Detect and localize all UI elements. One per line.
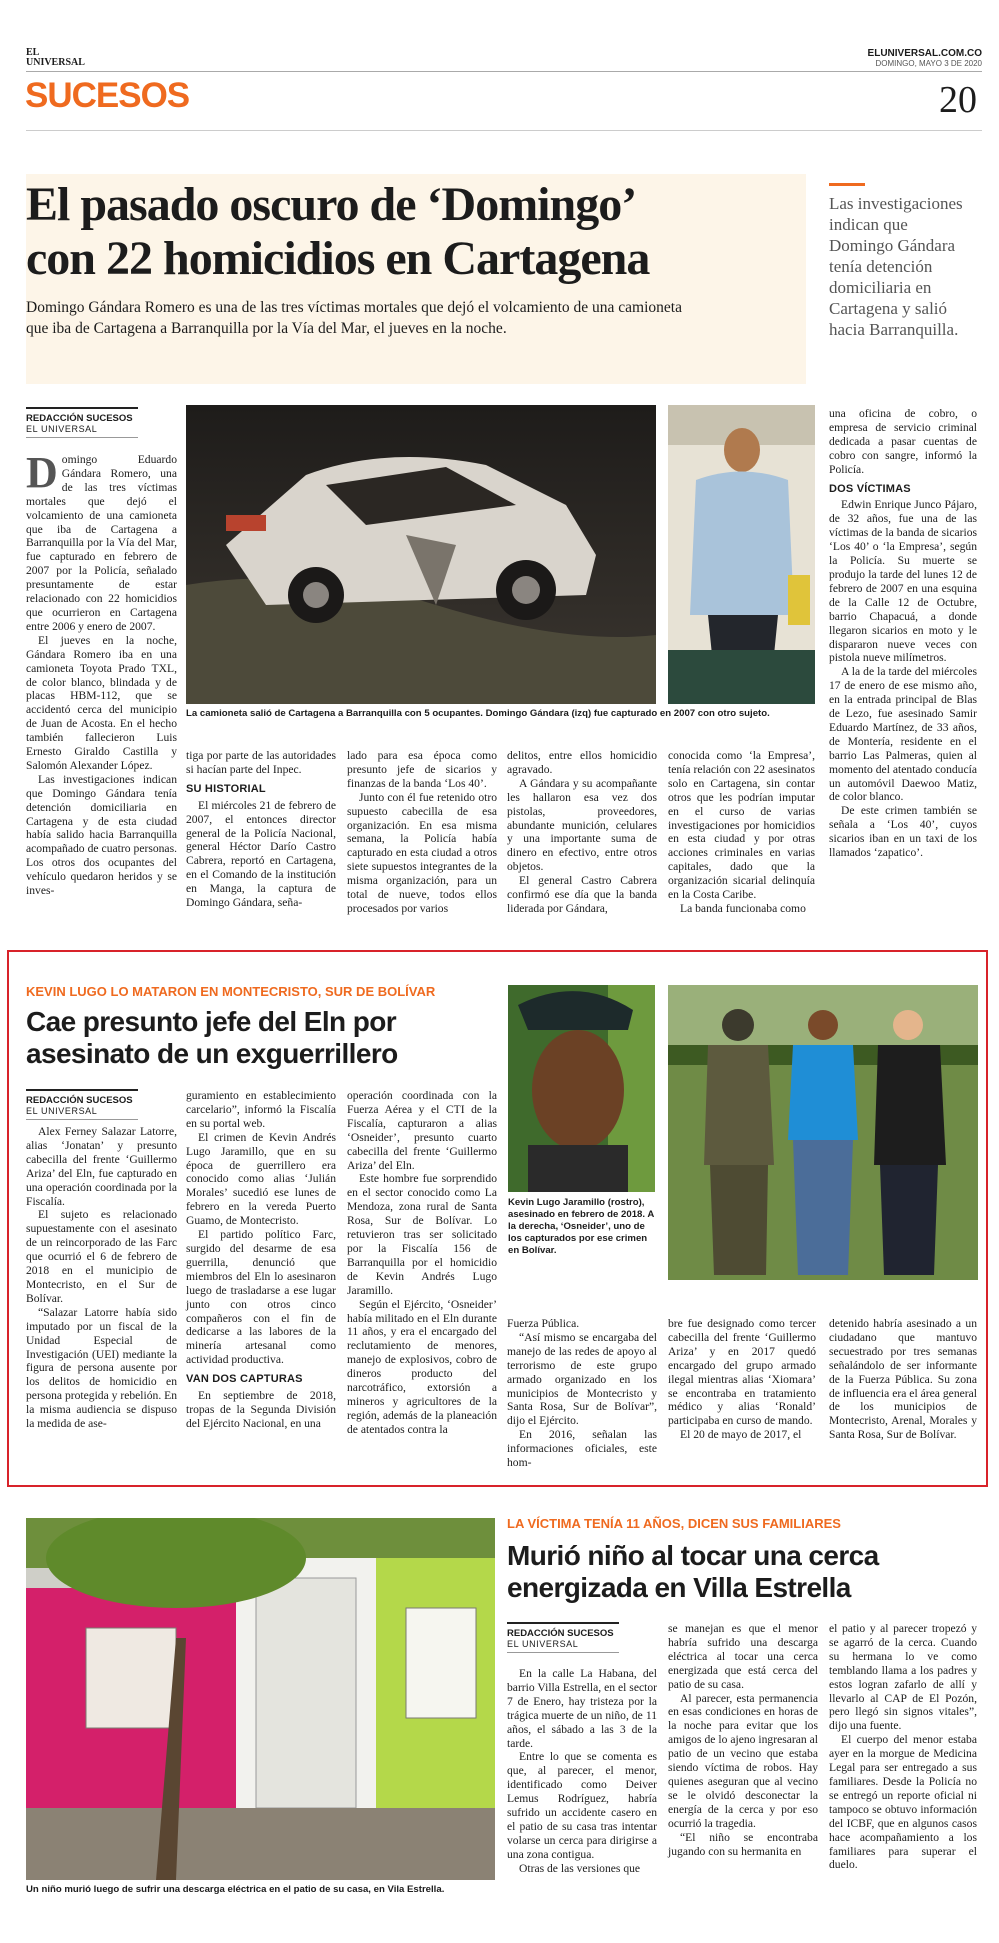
page-number: 20 [939, 79, 977, 121]
paragraph: El miércoles 21 de febrero de 2007, el entonces director general de la Policía Nacional, general Héctor Darío Castro Cabrera, reportó en Cartagena, en el Comando de la institución en Manga, la captura de Domingo Gándara, seña- [186, 798, 336, 910]
story1-col4 [507, 749, 657, 916]
story2-byline [26, 1089, 138, 1120]
story1-col5 [668, 749, 815, 916]
house-image [26, 1518, 495, 1880]
story2-col1 [26, 1125, 177, 1431]
story3-photo-house [26, 1518, 495, 1880]
masthead-logo [26, 48, 85, 68]
paragraph: El partido político Farc, surgido del desarme de esa guerrilla, denunció que miembros del Eln lo asesinaron luego de trasladarse a ese lugar junto con otros cinco compañeros con el fin de dedicarse a las labores de la minería artesanal como actividad productiva. [186, 1228, 336, 1367]
paragraph: Entre lo que se comenta es que, al parecer, el menor, identificado como Deiver Lemus Rodríguez, habría sufrido un accidente casero en el patio de su casa tras intentar volarse un cerca para dirigirse a una zona contigua. [507, 1750, 657, 1861]
paragraph: “El niño se encontraba jugando con su hermanita en [668, 1830, 818, 1858]
paragraph: A la de la tarde del miércoles 17 de enero de ese mismo año, en la entrada principal de Blas de Lezo, fue asesinado Samir Eduardo Martínez, de 33 años, de Montería, residente en el barrio Las Palmeras, quien al momento del atentado conducía un automóvil Daewoo Matiz, de color blanco. [829, 665, 977, 804]
section-name: SUCESOS [25, 76, 190, 115]
story3-headline [507, 1540, 977, 1604]
paragraph: De este crimen también se señala a ‘Los 40’, cuyos sicarios iban en un taxi de los llamados ‘zapatico’. [829, 804, 977, 860]
story1-photo-caption: La camioneta salió de Cartagena a Barranquilla con 5 ocupantes. Domingo Gándara (izq) fue capturado en 2007 con otro sujeto. [186, 708, 770, 719]
paragraph: delitos, entre ellos homicidio agravado. [507, 749, 657, 776]
paragraph: A Gándara y su acompañante les hallaron esa vez dos pistolas, proveedores, abundante munición, celulares y una importante suma de dinero en efectivo, entre otros objetos. [507, 776, 657, 874]
paragraph: Junto con él fue retenido otro supuesto cabecilla de esa organización. En esa misma semana, la Policía había capturado en esta ciudad a otros siete supuestos integrantes de la misma organización, para un total de nueve, todos ellos procesados por varios [347, 790, 497, 915]
paragraph: Las investigaciones indican que Domingo Gándara tenía detención domiciliaria en Cartagena y de esta ciudad había salido hacia Barranquilla acompañado de cuatro personas. Los otros dos ocupantes del vehículo quedaron heridos y se inves- [26, 772, 177, 898]
paragraph: detenido habría asesinado a un ciudadano que mantuvo secuestrado por tres semanas señalándolo de ser informante de la Fuerza Pública. Su zona de influencia era el área general de los municipios de Montecristo, Arenal, Morales y Santa Rosa, Sur de Bolívar. [829, 1317, 977, 1442]
paragraph: Al parecer, esta permanencia en esas condiciones en horas de la noche para evitar que los amigos de lo ajeno ingresaran al patio de un vecino que estaba siendo víctima de robos. Hay quienes aseguran que al vecino se le olvidó desconectar la energía de la cerca y por eso ocurrió la tragedia. [668, 1691, 818, 1830]
paragraph: El jueves en la noche, Gándara Romero iba en una camioneta Toyota Prado TXL, de color blanco, blindada y de placas HBM-112, que se accidentó cerca del municipio de Juan de Acosta. En el hecho también fallecieron Luis Ernesto Giraldo Castilla y Salomón Alexander López. [26, 633, 177, 772]
story3-photo-caption: Un niño murió luego de sufrir una descarga eléctrica en el patio de su casa, en Vila Estrella. [26, 1884, 445, 1895]
byline-name: REDACCIÓN SUCESOS [26, 413, 133, 424]
story1-photo-car [186, 405, 656, 704]
paragraph: operación coordinada con la Fuerza Aérea y el CTI de la Fiscalía, capturaron a alias ‘Osneider’, presunto cuarto cabecilla del frente ‘Guillermo Ariza’ del Eln. [347, 1089, 497, 1172]
story1-deck: Domingo Gándara Romero es una de las tres víctimas mortales que dejó el volcamiento de una camioneta que iba de Cartagena a Barranquilla por la Vía del Mar, el jueves en la noche. [26, 299, 682, 337]
crashed-car-image [186, 405, 656, 704]
logo-line1: EL [26, 47, 40, 58]
story3-byline [507, 1622, 619, 1653]
paragraph: Edwin Enrique Junco Pájaro, de 32 años, fue una de las víctimas de la banda de sicarios ‘Los 40’ o ‘la Empresa’, según la Policía. Su muerte se produjo la tarde del lunes 12 de febrero de 2007 en una esquina de la Calle 12 de Octubre, barrio Chapacuá, a donde llegaron sicarios en moto y le dispararon nueve veces con pistola nueve milímetros. [829, 498, 977, 665]
issue-date: DOMINGO, MAYO 3 DE 2020 [875, 59, 982, 68]
story2-col2 [186, 1089, 336, 1431]
dropcap: D [26, 448, 58, 497]
story1-photo-suspect [668, 405, 815, 704]
paragraph: Alex Ferney Salazar Latorre, alias ‘Jonatan’ y presunto cabecilla del frente ‘Guillermo Ariza’ del Eln, fue capturado en una operación coordinada por la Fiscalía. [26, 1125, 177, 1208]
headline-line1: Cae presunto jefe del Eln por [26, 1006, 397, 1037]
portrait-image [508, 985, 655, 1192]
paragraph: “Así mismo se encargaba del manejo de las redes de apoyo al terrorismo de este grupo armado organizado en los municipios de Montecristo y Santa Rosa, Sur de Bolívar”, dijo el Ejército. [507, 1330, 657, 1428]
headline-line2: con 22 homicidios en Cartagena [26, 232, 650, 285]
story2-kicker: KEVIN LUGO LO MATARON EN MONTECRISTO, SUR DE BOLÍVAR [26, 984, 436, 999]
story2-col5 [668, 1317, 816, 1442]
paragraph: bre fue designado como tercer cabecilla del frente ‘Guillermo Ariza’ y en 2017 quedó encargado del grupo armado ilegal mientras alias ‘Xiomara’ se encontraba en tratamiento médico y alias ‘Ronald’ participaba en curso de mando. [668, 1317, 816, 1428]
section-rule [26, 130, 982, 131]
story2-photo-arrest [668, 985, 978, 1280]
story3-kicker: LA VÍCTIMA TENÍA 11 AÑOS, DICEN SUS FAMILIARES [507, 1516, 841, 1531]
paragraph: Otras de las versiones que [519, 1861, 641, 1875]
byline-source: EL UNIVERSAL [507, 1639, 619, 1653]
paragraph: En 2016, señalan las informaciones oficiales, este hom- [507, 1428, 657, 1470]
byline-name: REDACCIÓN SUCESOS [26, 1095, 133, 1106]
paragraph: El cuerpo del menor estaba ayer en la morgue de Medicina Legal para ser entregado a sus familiares. Desde la Policía no se entregó un reporte oficial ni tampoco se obtuvo información del ICBF, que en algunos casos hace acompañamiento a los familiares para superar el duelo. [829, 1733, 977, 1872]
story3-col2 [668, 1622, 818, 1858]
subhead: SU HISTORIAL [186, 782, 266, 795]
headline-line2: asesinato de un exguerrillero [26, 1038, 398, 1069]
paragraph: conocida como ‘la Empresa’, tenía relación con 22 asesinatos solo en Cartagena, sin contar otros que les podrían imputar en el curso de varias investigaciones por homicidios en esta ciudad y por otras acciones criminales en varias capitales, dado que la organización sicarial delinquía en la Costa Caribe. [668, 749, 815, 902]
story3-col1 [507, 1667, 657, 1876]
headline-line1: Murió niño al tocar una cerca [507, 1540, 879, 1571]
paragraph: El general Castro Cabrera confirmó ese día que la banda liderada por Gándara, [507, 874, 657, 915]
paragraph: se manejan es que el menor habría sufrido una descarga eléctrica al tocar una cerca energizada que está cerca del patio de su casa. [668, 1622, 818, 1691]
paragraph: En septiembre de 2018, tropas de la Segunda División del Ejército Nacional, en una [186, 1389, 336, 1430]
story1-col6 [829, 407, 977, 860]
suspect-image [668, 405, 815, 704]
story1-byline [26, 407, 138, 438]
story2-col6 [829, 1317, 977, 1442]
paragraph: tiga por parte de las autoridades si hacían parte del Inpec. [186, 749, 336, 776]
story1-col1 [26, 448, 177, 898]
headline-line1: El pasado oscuro de ‘Domingo’ [26, 178, 637, 231]
story2-photo-caption: Kevin Lugo Jaramillo (rostro), asesinado en febrero de 2018. A la derecha, ‘Osneider’, uno de los capturados por ese crimen en Bolívar. [508, 1197, 654, 1256]
paragraph: Este hombre fue sorprendido en el sector conocido como La Mendoza, zona rural de Santa Rosa, Sur de Bolívar. Lo retuvieron tras ser solicitado por la Fiscalía 156 de Barranquilla por el homicidio de Kevin Andrés Lugo Jaramillo. [347, 1172, 497, 1297]
paragraph: En la calle La Habana, del barrio Villa Estrella, en el sector 7 de Enero, hay tristeza por la trágica muerte de un niño, de 11 años, el sábado a las 3 de la tarde. [507, 1667, 657, 1750]
story1-sidebar-rule [829, 183, 865, 186]
paragraph: El crimen de Kevin Andrés Lugo Jaramillo, que en su época de guerrillero era conocido como alias ‘Julián Morales’ sucedió ese lunes de febrero en la vereda Puerto Guamo, de Montecristo. [186, 1130, 336, 1228]
story2-headline [26, 1006, 506, 1070]
paragraph: “Salazar Latorre había sido imputado por un fiscal de la Unidad Especial de Investigación (UEI) mediante la figura de persona ausente por los delitos de homicidio en persona protegida y rebelión. En la misma audiencia se dispuso la medida de ase- [26, 1305, 177, 1431]
story1-col3 [347, 749, 497, 916]
story1-sidebar-quote: Las investigaciones indican que Domingo Gándara tenía detención domiciliaria en Cartagena y salió hacia Barranquilla. [829, 194, 963, 339]
header-rule [26, 71, 982, 72]
paragraph: el patio y al parecer tropezó y se agarró de la cerca. Cuando su hermana lo ve como temblando llama a los padres y estos logran zafarlo de allí y llevarlo al CAP de El Pozón, pero llegó sin signos vitales”, dijo una fuente. [829, 1622, 977, 1733]
story2-photo-portrait [508, 985, 655, 1192]
subhead: DOS VÍCTIMAS [829, 482, 911, 495]
arrest-image [668, 985, 978, 1280]
subhead: VAN DOS CAPTURAS [186, 1373, 303, 1386]
site-url: ELUNIVERSAL.COM.CO [867, 48, 982, 59]
paragraph: Fuerza Pública. [507, 1317, 580, 1330]
paragraph: omingo Eduardo Gándara Romero, una de las tres víctimas mortales que dejó el volcamiento de una camioneta que iba de Cartagena a Barranquilla por la Vía del Mar, fue capturado en febrero de 2007 por la Policía, señalado presuntamente de estar relacionado con 22 homicidios que ocurrieron en Cartagena entre 2006 y enero de 2007. [26, 453, 177, 633]
story2-col3 [347, 1089, 497, 1437]
paragraph: guramiento en establecimiento carcelario”, informó la Fiscalía en su portal web. [186, 1089, 336, 1130]
byline-name: REDACCIÓN SUCESOS [507, 1628, 614, 1639]
headline-line2: energizada en Villa Estrella [507, 1572, 851, 1603]
story1-col2 [186, 749, 336, 910]
byline-source: EL UNIVERSAL [26, 1106, 138, 1120]
paragraph: Según el Ejército, ‘Osneider’ había militado en el Eln durante 11 años, y era el encargado del reclutamiento de menores, manejo de explosivos, cobro de dineros producto del narcotráfico, extorsión a mineros y agricultores de la región, además de la planeación de atentados contra la [347, 1297, 497, 1436]
paragraph: La banda funcionaba como [680, 901, 806, 915]
story3-col3 [829, 1622, 977, 1872]
story1-headline [26, 178, 806, 286]
logo-line2: UNIVERSAL [26, 57, 85, 68]
story2-col4 [507, 1317, 657, 1470]
paragraph: una oficina de cobro, o empresa de servicio criminal dedicada a pasar cuentas de cobro con sangre, informó la Policía. [829, 407, 977, 476]
paragraph: El sujeto es relacionado supuestamente con el asesinato de un reincorporado de las Farc que ocurrió el 6 de febrero de 2018 en el municipio de Montecristo, en el Sur de Bolívar. [26, 1208, 177, 1305]
byline-source: EL UNIVERSAL [26, 424, 138, 438]
paragraph: lado para esa época como presunto jefe de sicarios y finanzas de la banda ‘Los 40’. [347, 749, 497, 790]
paragraph: El 20 de mayo de 2017, el [680, 1428, 802, 1442]
